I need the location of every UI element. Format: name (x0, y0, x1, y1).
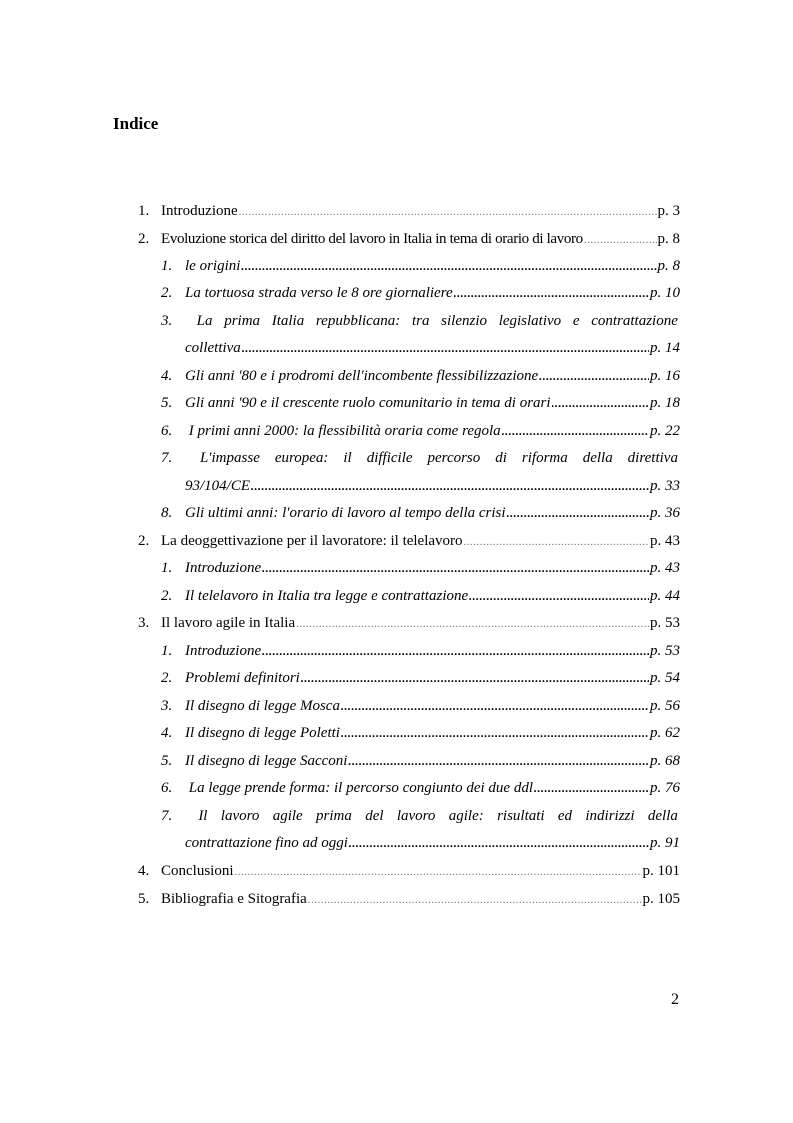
title-word: riforma (521, 450, 568, 466)
title-word: Italia (271, 313, 305, 329)
toc-entry-page: p. 18 (650, 395, 680, 411)
toc-subentry-line-1 (161, 448, 678, 468)
page-number: 2 (671, 991, 679, 1008)
toc-entry-number: 2. (161, 588, 173, 604)
dot-leader (502, 421, 649, 441)
toc-entry-title: Evoluzione storica del diritto del lavoro in Italia in tema di orario di lavoro (161, 231, 583, 247)
toc-entry-page: p. 16 (650, 368, 680, 384)
toc-entry-title: Introduzione (161, 203, 238, 219)
toc-entry-page: p. 54 (650, 670, 680, 686)
toc-entry-title: Il lavoro agile in Italia (161, 615, 296, 631)
toc-entry-page: p. 36 (650, 505, 680, 521)
title-word: prima (316, 808, 352, 824)
dot-leader (349, 833, 649, 853)
toc-entry-number: 1. (161, 258, 173, 274)
title-word: silenzio (441, 313, 488, 329)
title-word: europea: (274, 450, 329, 466)
dot-leader (296, 614, 649, 634)
dot-leader (251, 476, 649, 496)
toc-entry-number: 6. (161, 780, 173, 796)
dot-leader (241, 256, 656, 276)
dot-leader (584, 230, 657, 250)
toc-entry-number: 4. (161, 725, 173, 741)
toc-entry-number: 1. (138, 203, 150, 219)
toc-entry-number: 3. (161, 313, 173, 329)
toc-entry-number: 3. (161, 698, 173, 714)
toc-entry-page: p. 76 (650, 780, 680, 796)
dot-leader (242, 338, 649, 358)
toc-entry-number: 2. (138, 533, 150, 549)
title-word: di (495, 450, 507, 466)
toc-entry-title: Introduzione (185, 643, 262, 659)
title-word: ed (557, 808, 573, 824)
toc-entry[interactable] (138, 201, 680, 221)
toc-entry-title: I primi anni 2000: la flessibilità oraria come regola (185, 423, 501, 439)
toc-entry-title: Conclusioni (161, 863, 234, 879)
toc-entry-number: 1. (161, 643, 173, 659)
title-word: lavoro (220, 808, 260, 824)
title-word: il (343, 450, 352, 466)
toc-entry-page: p. 33 (650, 478, 680, 494)
dot-leader (454, 283, 649, 303)
toc-entry-title: Il telelavoro in Italia tra legge e contrattazione (185, 588, 469, 604)
toc-entry-page: p. 68 (650, 753, 680, 769)
dot-leader (235, 862, 642, 882)
toc-entry-title: La deoggettivazione per il lavoratore: il telelavoro (161, 533, 463, 549)
toc-entry-title: collettiva (185, 340, 241, 356)
toc-entry-page: p. 14 (650, 340, 680, 356)
toc-subentry[interactable] (161, 668, 680, 688)
toc-entry-title: le origini (185, 258, 241, 274)
toc-entry-number: 7. (161, 808, 173, 824)
title-word: tra (411, 313, 430, 329)
title-word: prima (224, 313, 261, 329)
toc-entry-page: p. 62 (650, 725, 680, 741)
toc-entry-page: p. 8 (657, 258, 680, 274)
toc-entry-number: 5. (161, 395, 173, 411)
title-word: percorso (427, 450, 481, 466)
toc-entry-page: p. 3 (657, 203, 680, 219)
toc-entry-title: La legge prende forma: il percorso congiunto dei due ddl (185, 780, 534, 796)
toc-entry-title: Gli anni '90 e il crescente ruolo comunitario in tema di orari (185, 395, 551, 411)
dot-leader (262, 641, 649, 661)
toc-entry-page: p. 44 (650, 588, 680, 604)
toc-entry-number: 6. (161, 423, 173, 439)
toc-subentry[interactable] (161, 586, 680, 606)
dot-leader (539, 366, 649, 386)
title-word: Il (198, 808, 208, 824)
toc-subentry[interactable] (161, 696, 680, 716)
title-word: e (572, 313, 580, 329)
toc-entry[interactable] (138, 531, 680, 551)
dot-leader (348, 751, 649, 771)
toc-subentry[interactable] (161, 366, 680, 386)
toc-entry[interactable] (138, 889, 680, 909)
toc-entry-page: p. 56 (650, 698, 680, 714)
toc-entry-title: Problemi definitori (185, 670, 300, 686)
toc-entry-number: 5. (161, 753, 173, 769)
title-word: L'impasse (199, 450, 260, 466)
title-word: difficile (366, 450, 413, 466)
dot-leader (464, 532, 649, 552)
toc-subentry[interactable] (161, 751, 680, 771)
toc-subentry[interactable] (161, 503, 680, 523)
toc-entry[interactable] (138, 229, 680, 249)
toc-subentry[interactable] (161, 723, 680, 743)
toc-entry-title: Bibliografia e Sitografia (161, 891, 307, 907)
toc-entry[interactable] (138, 613, 680, 633)
toc-entry-page: p. 10 (650, 285, 680, 301)
dot-leader (534, 778, 649, 798)
toc-subentry[interactable] (161, 778, 680, 798)
toc-entry-page: p. 43 (650, 560, 680, 576)
toc-entry-number: 1. (161, 560, 173, 576)
toc-entry-page: p. 101 (642, 863, 680, 879)
toc-entry[interactable] (138, 861, 680, 881)
toc-entry-title: Gli anni '80 e i prodromi dell'incombente flessibilizzazione (185, 368, 539, 384)
toc-subentry[interactable] (161, 283, 680, 303)
dot-leader (469, 586, 649, 606)
toc-entry-page: p. 8 (657, 231, 680, 247)
toc-entry-number: 2. (138, 231, 150, 247)
toc-entry-title: Il disegno di legge Poletti (185, 725, 340, 741)
toc-entry-title: Il disegno di legge Mosca (185, 698, 340, 714)
toc-subentry[interactable] (161, 641, 680, 661)
toc-entry-page: p. 91 (650, 835, 680, 851)
dot-leader (301, 668, 649, 688)
toc-entry-number: 4. (138, 863, 150, 879)
toc-entry-page: p. 53 (650, 615, 680, 631)
toc-subentry-line-2 (185, 833, 680, 853)
toc-subentry-line-2 (185, 338, 680, 358)
dot-leader (239, 202, 657, 222)
toc-entry-number: 8. (161, 505, 173, 521)
toc-entry-page: p. 43 (650, 533, 680, 549)
toc-entry-title: 93/104/CE (185, 478, 251, 494)
toc-entry-title: contrattazione fino ad oggi (185, 835, 348, 851)
title-word: della (647, 808, 678, 824)
toc-entry-number: 2. (161, 285, 173, 301)
toc-subentry-line-1 (161, 311, 678, 331)
toc-entry-page: p. 22 (650, 423, 680, 439)
toc-entry-number: 2. (161, 670, 173, 686)
title-word: La (196, 313, 213, 329)
title-word: risultati (497, 808, 545, 824)
toc-subentry[interactable] (161, 393, 680, 413)
title-word: repubblicana: (315, 313, 401, 329)
title-word: indirizzi (585, 808, 635, 824)
toc-entry-page: p. 105 (642, 891, 680, 907)
title-word: direttiva (627, 450, 678, 466)
toc-entry-title: La tortuosa strada verso le 8 ore giornaliere (185, 285, 453, 301)
title-word: del (365, 808, 384, 824)
title-word: legislativo (498, 313, 562, 329)
dot-leader (341, 696, 649, 716)
toc-entry-number: 7. (161, 450, 173, 466)
title-word: agile (272, 808, 303, 824)
toc-entry-title: Il disegno di legge Sacconi (185, 753, 348, 769)
toc-subentry[interactable] (161, 256, 680, 276)
toc-subentry[interactable] (161, 421, 680, 441)
index-heading: Indice (113, 114, 159, 133)
title-word: della (582, 450, 613, 466)
title-word: contrattazione (591, 313, 678, 329)
toc-entry-page: p. 53 (650, 643, 680, 659)
dot-leader (552, 393, 649, 413)
dot-leader (341, 723, 649, 743)
toc-entry-title: Gli ultimi anni: l'orario di lavoro al tempo della crisi (185, 505, 506, 521)
toc-entry-number: 4. (161, 368, 173, 384)
title-word: agile: (448, 808, 484, 824)
toc-entry-title: Introduzione (185, 560, 262, 576)
toc-subentry-line-1 (161, 806, 678, 826)
dot-leader (507, 503, 649, 523)
toc-entry-number: 3. (138, 615, 150, 631)
toc-entry-number: 5. (138, 891, 150, 907)
toc-subentry[interactable] (161, 558, 680, 578)
dot-leader (262, 558, 649, 578)
title-word: lavoro (396, 808, 436, 824)
dot-leader (308, 890, 642, 910)
toc-subentry-line-2 (185, 476, 680, 496)
